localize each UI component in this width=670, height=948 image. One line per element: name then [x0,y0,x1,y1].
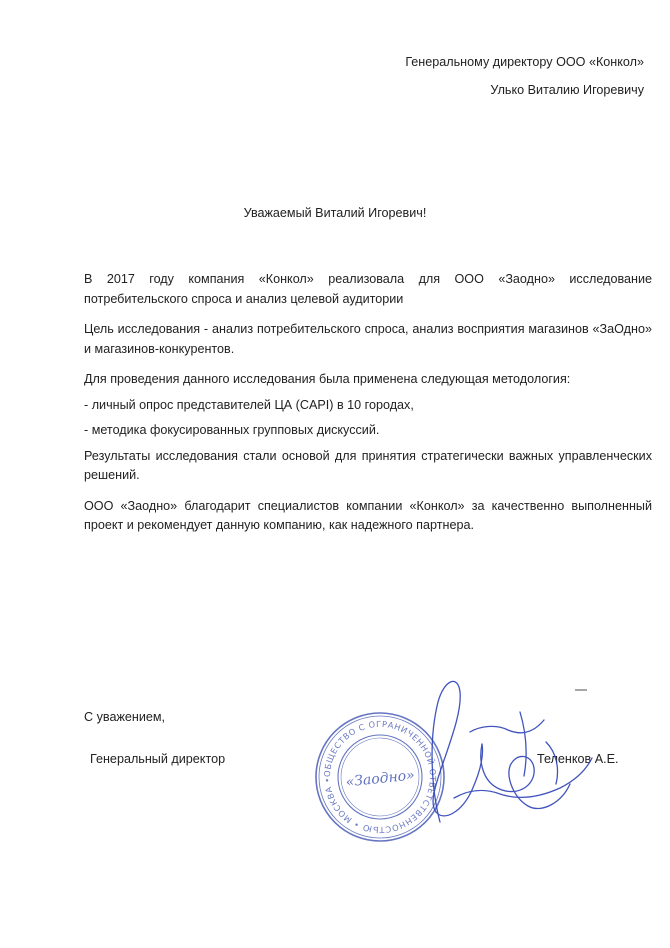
letter-body [84,270,652,547]
handwritten-signature [410,672,600,832]
paragraph-intro: В 2017 году компания «Конкол» реализовала для ООО «Заодно» исследование потребительского спроса и анализ целевой аудитории [84,272,652,306]
pen-mark [574,688,588,692]
paragraph-goal: Цель исследования - анализ потребительского спроса, анализ восприятия магазинов «ЗаОдно» и магазинов-конкурентов. [84,322,652,356]
signer-name: Теленков А.Е. [537,752,619,766]
paragraph-results: Результаты исследования стали основой для принятия стратегически важных управленческих решений. [84,448,652,483]
closing: С уважением, [84,710,166,724]
stamp-ring-text: ОБЩЕСТВО С ОГРАНИЧЕННОЙ ОТВЕТСТВЕННОСТЬЮ • МОСКВА • [321,718,439,836]
addressee-line-1: Генеральному директору ООО «Конкол» [405,55,644,69]
paragraph-thanks: ООО «Заодно» благодарит специалистов компании «Конкол» за качественно выполненный проект и рекомендует данную компанию, как надежного партнера. [84,498,652,533]
stamp-center-text: «Заодно» [344,767,416,791]
addressee-block [405,52,644,108]
addressee-line-2: Улько Виталию Игоревичу [490,83,644,97]
method-item-focus-groups: - методика фокусированных групповых дискуссий. [84,423,380,438]
method-item-capi: - личный опрос представителей ЦА (CAPI) в 10 городах, [84,397,414,412]
salutation: Уважаемый Виталий Игоревич! [243,206,427,220]
signer-position: Генеральный директор [90,752,226,766]
paragraph-methodology: Для проведения данного исследования была применена следующая методология: [84,372,571,387]
